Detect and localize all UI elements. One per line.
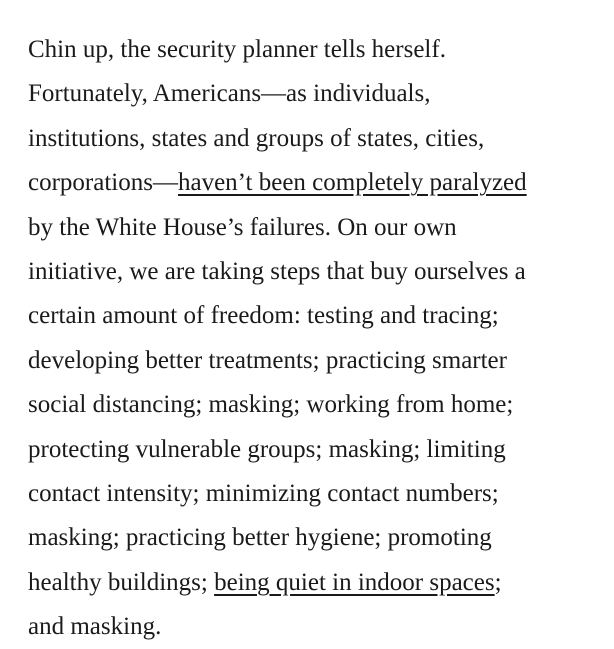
paragraph-line-11: contact intensity; minimizing contact numbers; [28, 479, 499, 507]
paragraph-text: ; [494, 568, 502, 596]
paragraph-line-1: Chin up, the security planner tells herself. [28, 36, 446, 63]
paragraph-line-4 [28, 161, 600, 205]
article-paragraph [28, 28, 600, 649]
paragraph-line-10: protecting vulnerable groups; masking; limiting [28, 435, 506, 463]
paragraph-text: corporations— [28, 169, 178, 197]
paragraph-line-6: initiative, we are taking steps that buy ourselves a [28, 257, 526, 285]
paragraph-line-5: by the White House’s failures. On our own [28, 213, 457, 241]
paragraph-line-13 [28, 561, 600, 605]
paragraph-line-9: social distancing; masking; working from home; [28, 391, 514, 419]
paragraph-line-2: Fortunately, Americans—as individuals, [28, 80, 431, 108]
paralyzed-link[interactable]: haven’t been completely paralyzed [177, 169, 527, 197]
paragraph-line-12: masking; practicing better hygiene; promoting [28, 524, 492, 552]
paragraph-line-14: and masking. [28, 613, 162, 641]
paragraph-text: healthy buildings; [28, 568, 215, 596]
paragraph-line-7: certain amount of freedom: testing and tracing; [28, 302, 499, 330]
paragraph-line-8: developing better treatments; practicing smarter [28, 346, 507, 374]
paragraph-line-3: institutions, states and groups of states, cities, [28, 124, 485, 152]
quiet-indoor-link[interactable]: being quiet in indoor spaces [214, 568, 495, 596]
